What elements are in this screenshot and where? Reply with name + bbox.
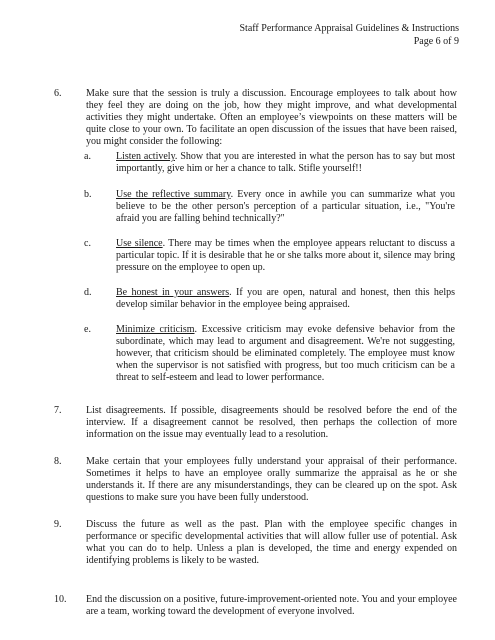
sub-item-title: Be honest in your answers bbox=[116, 287, 230, 298]
item-number: 10. bbox=[54, 594, 67, 605]
list-item-10 bbox=[54, 594, 457, 618]
sub-item-title: Use the reflective summary bbox=[116, 189, 231, 200]
list-item-8 bbox=[54, 456, 457, 504]
sub-item-title: Listen actively bbox=[116, 151, 175, 162]
list-item-6 bbox=[54, 88, 457, 148]
item-text: Discuss the future as well as the past. Plan with the employee specific changes in performance or specific developmental activities that will allow fuller use of potential. Ask what you can do to help. Unless a plan is developed, the time and energy expended on identifying problems is likely to be wasted. bbox=[86, 519, 457, 566]
sub-item-letter: a. bbox=[84, 151, 91, 162]
sub-item-text: . If you are open, natural and honest, then this helps develop similar behavior in the employee being appraised. bbox=[116, 287, 456, 310]
item-text: Make sure that the session is truly a discussion. Encourage employees to talk about how they feel they are doing on the job, how they might improve, and what developmental activities they might undertake. Often an employee’s viewpoints on these matters will be quite close to your own. To facilitate an open discussion of the issues that have been raised, you might consider the following: bbox=[86, 88, 457, 147]
sub-item-text: . There may be times when the employee appears reluctant to discuss a particular topic. If it is desirable that he or she talks more about it, silence may bring pressure on the employee to open up. bbox=[116, 238, 455, 273]
sub-item-text: . Excessive criticism may evoke defensive behavior from the subordinate, which may lead to argument and disagreement. We're not suggesting, however, that criticism should be eliminated completely. The employee must know when the supervisor is not satisfied with progress, but too much criticism can be a threat to self-esteem and lead to lower performance. bbox=[116, 324, 455, 383]
sub-item-e bbox=[84, 324, 455, 384]
item-number: 7. bbox=[54, 405, 62, 416]
sub-item-text: . Show that you are interested in what the person has to say but most importantly, give him or her a chance to talk. Stifle yourself!! bbox=[116, 151, 455, 174]
item-number: 6. bbox=[54, 88, 62, 99]
sub-item-d bbox=[84, 287, 456, 311]
item-number: 8. bbox=[54, 456, 62, 467]
item-number: 9. bbox=[54, 519, 62, 530]
list-item-9 bbox=[54, 519, 457, 567]
header-title: Staff Performance Appraisal Guidelines & Instructions bbox=[239, 23, 459, 34]
item-text: End the discussion on a positive, future-improvement-oriented note. You and your employee are a team, working toward the development of everyone involved. bbox=[86, 594, 457, 617]
sub-item-title: Use silence bbox=[116, 238, 163, 249]
list-item-7 bbox=[54, 405, 457, 441]
item-text: List disagreements. If possible, disagreements should be resolved before the end of the interview. If a disagreement cannot be resolved, then perhaps the collection of more information on the issue may eventually lead to a resolution. bbox=[86, 405, 457, 440]
sub-item-b bbox=[84, 189, 455, 225]
sub-item-letter: d. bbox=[84, 287, 92, 298]
header-page-number: Page 6 of 9 bbox=[413, 36, 459, 47]
page-header bbox=[240, 22, 460, 48]
item-text: Make certain that your employees fully understand your appraisal of their performance. Sometimes it helps to have an employee orally summarize the appraisal as he or she understands it. If there are any misunderstandings, they can be cleared up on the spot. Ask questions to make sure you have been fully understood. bbox=[86, 456, 457, 503]
sub-item-letter: c. bbox=[84, 238, 91, 249]
sub-item-letter: e. bbox=[84, 324, 91, 335]
sub-item-a bbox=[84, 151, 455, 175]
sub-item-text: . Every once in awhile you can summarize what you believe to be the other person's perception of a particular situation, i.e., "You're afraid you are falling behind technically?" bbox=[116, 189, 455, 224]
sub-item-letter: b. bbox=[84, 189, 92, 200]
sub-item-c bbox=[84, 238, 455, 274]
sub-item-title: Minimize criticism bbox=[116, 324, 195, 335]
